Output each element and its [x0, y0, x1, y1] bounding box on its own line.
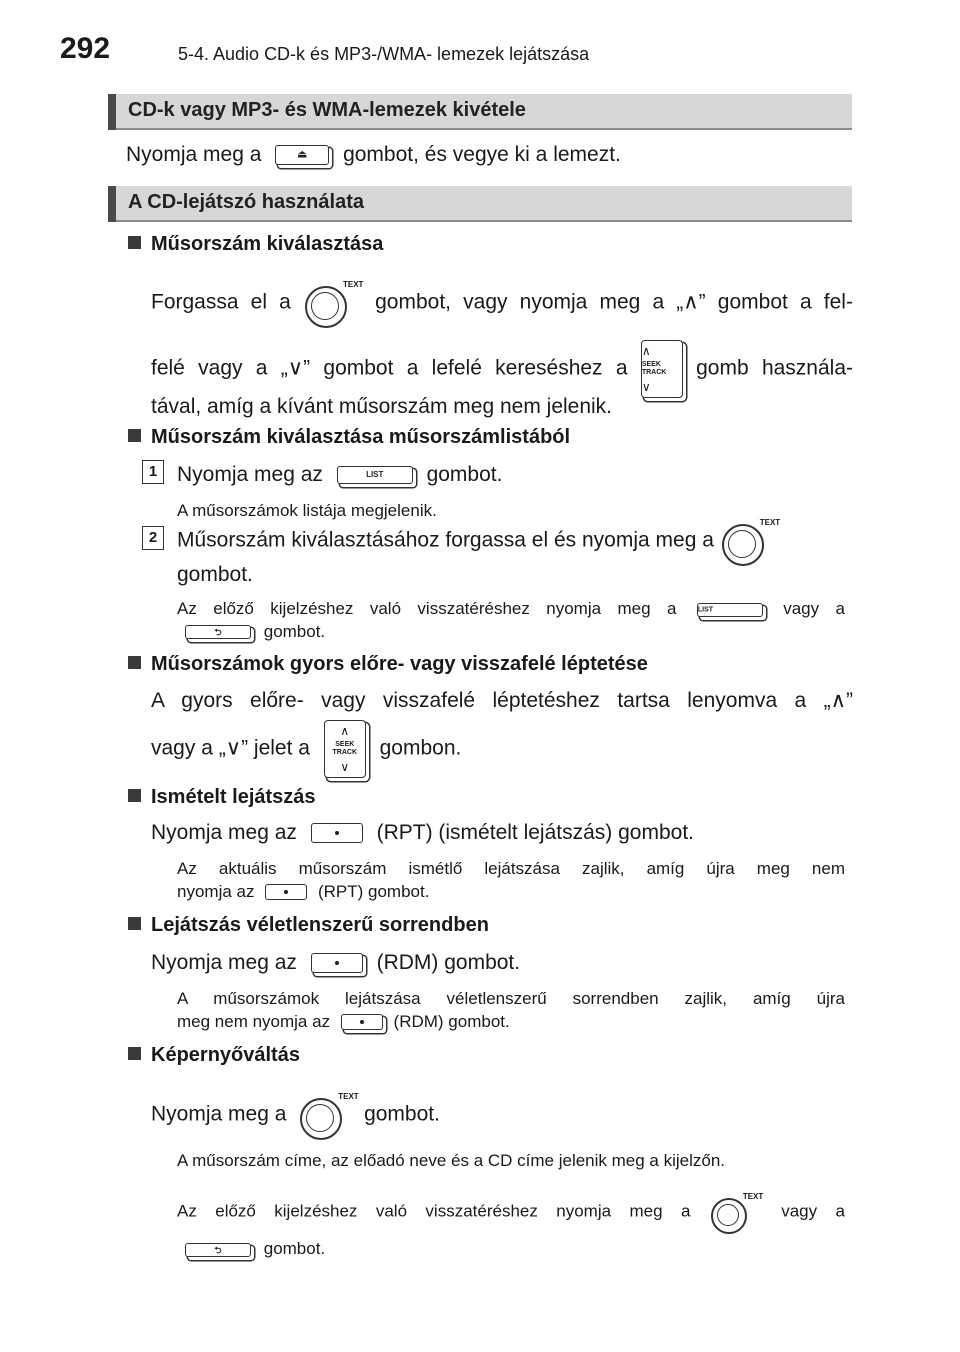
- random-line: Nyomja meg az (RDM) gombot.: [151, 951, 521, 974]
- text-knob-icon: TEXT: [709, 1192, 763, 1232]
- fast-line-1: A gyors előre- vagy visszafelé léptetéshez tartsa lenyomva a „∧”: [151, 689, 853, 712]
- section-header-cd-player: [108, 186, 852, 222]
- bullet-square-icon: [128, 789, 141, 802]
- page-number: 292: [60, 32, 111, 65]
- list-button-icon: LIST: [337, 466, 413, 484]
- display-note-1: A műsorszám címe, az előadó neve és a CD címe jelenik meg a kijelzőn.: [177, 1151, 726, 1170]
- display-note-2: Az előző kijelzéshez való visszatéréshez nyomja meg a TEXT vagy a ⮌ gombot.: [177, 1192, 845, 1258]
- random-note: A műsorszámok lejátszása véletlenszerű sorrendben zajlik, amíg újra meg nem nyomja az (RDM) gombot.: [177, 989, 845, 1031]
- heading-random: Lejátszás véletlenszerű sorrendben: [128, 914, 489, 937]
- rdm-button-icon: [341, 1014, 383, 1030]
- fast-line-2: vagy a „∨” jelet a ∧ SEEK TRACK ∨ gombon.: [151, 720, 461, 778]
- chapter-title: 5-4. Audio CD-k és MP3-/WMA- lemezek lejátszása: [178, 44, 590, 64]
- select-track-line-1: Forgassa el a TEXT gombot, vagy nyomja meg a „∧” gombot a fel-: [151, 280, 853, 326]
- section-bar: [108, 94, 116, 130]
- rpt-button-icon: [311, 823, 363, 843]
- back-button-icon: ⮌: [185, 625, 251, 639]
- step-2-text-cont: gombot.: [177, 563, 253, 586]
- text-knob-icon: TEXT: [720, 518, 780, 564]
- repeat-line: Nyomja meg az (RPT) (ismételt lejátszás) gombot.: [151, 821, 694, 844]
- heading-fast-seek: Műsorszámok gyors előre- vagy visszafelé léptetése: [128, 653, 648, 676]
- rdm-button-icon: [311, 953, 363, 973]
- section-title: A CD-lejátszó használata: [128, 191, 364, 213]
- text-knob-icon: TEXT: [298, 1092, 358, 1138]
- display-line: Nyomja meg a TEXT gombot.: [151, 1092, 440, 1138]
- heading-select-track: Műsorszám kiválasztása: [128, 233, 383, 256]
- list-button-icon: LIST: [697, 603, 763, 617]
- seek-track-button-icon: ∧ SEEK TRACK ∨: [324, 720, 366, 778]
- section-header-eject: [108, 94, 852, 130]
- heading-list-select: Műsorszám kiválasztása műsorszámlistából: [128, 426, 570, 449]
- text-knob-icon: TEXT: [303, 280, 363, 326]
- step-number-2: 2: [142, 526, 164, 550]
- step-1-note: A műsorszámok listája megjelenik.: [177, 501, 437, 520]
- step-number-1: 1: [142, 460, 164, 484]
- select-track-line-2: felé vagy a „∨” gombot a lefelé kereséshez a ∧ SEEK TRACK ∨ gomb használa-: [151, 340, 853, 398]
- section-title: CD-k vagy MP3- és WMA-lemezek kivétele: [128, 99, 526, 121]
- eject-instruction: Nyomja meg a ⏏ gombot, és vegye ki a lemezt.: [126, 143, 621, 166]
- heading-display: Képernyőváltás: [128, 1044, 300, 1067]
- select-track-line-3: tával, amíg a kívánt műsorszám meg nem jelenik.: [151, 395, 613, 418]
- back-button-icon: ⮌: [185, 1243, 251, 1257]
- bullet-square-icon: [128, 236, 141, 249]
- step-1-text: Nyomja meg az LIST gombot.: [177, 463, 503, 486]
- repeat-note: Az aktuális műsorszám ismétlő lejátszása zajlik, amíg újra meg nem nyomja az (RPT) gombot.: [177, 859, 845, 901]
- bullet-square-icon: [128, 917, 141, 930]
- bullet-square-icon: [128, 656, 141, 669]
- step-2-note: Az előző kijelzéshez való visszatéréshez nyomja meg a LIST vagy a ⮌ gombot.: [177, 599, 845, 641]
- bullet-square-icon: [128, 429, 141, 442]
- section-bar: [108, 186, 116, 222]
- step-2-text: Műsorszám kiválasztásához forgassa el és nyomja meg a TEXT: [177, 518, 780, 564]
- eject-button-icon: ⏏: [275, 145, 329, 165]
- heading-repeat: Ismételt lejátszás: [128, 786, 316, 809]
- seek-track-button-icon: ∧ SEEK TRACK ∨: [641, 340, 683, 398]
- bullet-square-icon: [128, 1047, 141, 1060]
- rpt-button-icon: [265, 884, 307, 900]
